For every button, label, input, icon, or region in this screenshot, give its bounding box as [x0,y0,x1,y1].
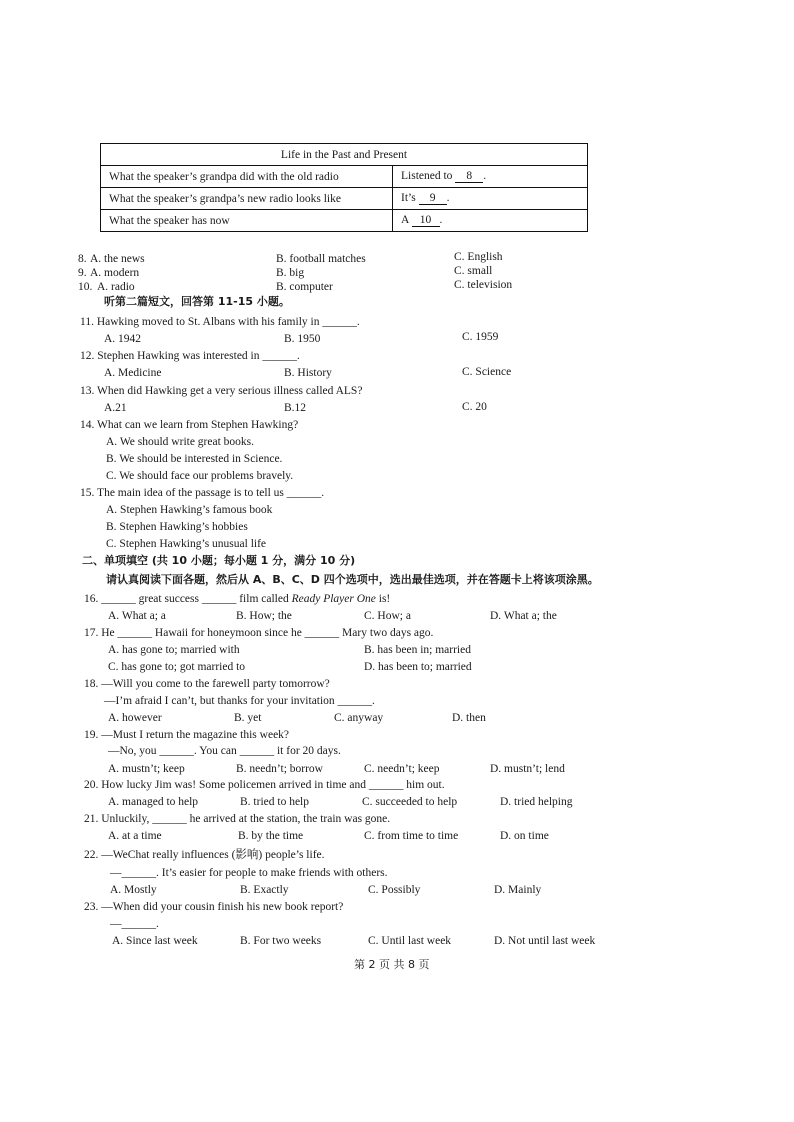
q17-option-c: C. has gone to; got married to [108,661,246,673]
q13-option-c: C. 20 [462,401,487,413]
part2-instruction: 请认真阅读下面各题，然后从 A、B、C、D 四个选项中，选出最佳选项，并在答题卡上将该项涂黑。 [106,573,599,586]
q22-stem-1: 22. —WeChat really influences (影响) people’s life. [84,849,325,861]
q20-option-b: B. tried to help [240,796,309,808]
q16-option-a: A. What a; a [108,610,166,622]
q9-option-a: A. modern [90,267,140,279]
q15-option-b: B. Stephen Hawking’s hobbies [106,521,248,533]
q10-number: 10. [78,281,93,293]
q9-number: 9. [78,267,87,279]
q20-option-a: A. managed to help [108,796,199,808]
q18-option-b: B. yet [234,712,262,724]
q20-stem: 20. How lucky Jim was! Some policemen arrived in time and ______ him out. [84,779,445,791]
answer-blank: 10 [412,214,440,227]
q20-option-c: C. succeeded to help [362,796,458,808]
q18-option-a: A. however [108,712,162,724]
q15-stem: 15. The main idea of the passage is to tell us ______. [80,487,325,499]
q8-option-a: A. the news [90,253,145,265]
page-number: 第 2 页 共 8 页 [354,958,430,971]
q17-stem: 17. He ______ Hawaii for honeymoon since he ______ Mary two days ago. [84,627,434,639]
table-row [101,188,588,210]
section-intro: 听第二篇短文，回答第 11-15 小题。 [104,295,290,308]
q10-option-a: A. radio [97,281,135,293]
q19-option-c: C. needn’t; keep [364,763,440,775]
part2-heading: 二、单项填空 (共 10 小题；每小题 1 分，满分 10 分) [82,554,356,567]
q13-option-b: B.12 [284,402,307,414]
table-row [101,166,588,188]
q11-stem: 11. Hawking moved to St. Albans with his family in ______. [80,316,360,328]
q22-option-c: C. Possibly [368,884,421,896]
q15-option-a: A. Stephen Hawking’s famous book [106,504,273,516]
q18-stem-2: —I’m afraid I can’t, but thanks for your invitation ______. [104,695,375,707]
q14-option-a: A. We should write great books. [106,436,255,448]
q13-stem: 13. When did Hawking get a very serious illness called ALS? [80,385,363,397]
q22-option-b: B. Exactly [240,884,289,896]
q10-option-c: C. television [454,279,513,291]
q23-stem-1: 23. —When did your cousin finish his new book report? [84,901,344,913]
q21-stem: 21. Unluckily, ______ he arrived at the station, the train was gone. [84,813,391,825]
table-cell-question: What the speaker has now [101,210,393,232]
q19-option-b: B. needn’t; borrow [236,763,323,775]
q16-option-b: B. How; the [236,610,292,622]
q16-stem: 16. ______ great success ______ film called Ready Player One is! [84,593,391,605]
q8-option-b: B. football matches [276,253,366,265]
q19-option-d: D. mustn’t; lend [490,763,565,775]
q12-stem: 12. Stephen Hawking was interested in ______. [80,350,300,362]
q22-stem-2: —______. It’s easier for people to make friends with others. [110,867,388,879]
q18-option-d: D. then [452,712,486,724]
q19-option-a: A. mustn’t; keep [108,763,185,775]
q10-option-b: B. computer [276,281,333,293]
q8-number: 8. [78,253,87,265]
table-cell-answer: A 10 . [393,210,588,232]
q8-option-c: C. English [454,251,503,263]
q23-option-d: D. Not until last week [494,935,596,947]
table-title: Life in the Past and Present [101,144,588,166]
table-row [101,210,588,232]
q17-option-a: A. has gone to; married with [108,644,240,656]
table-cell-answer: Listened to 8 . [393,166,588,188]
q23-option-a: A. Since last week [112,935,198,947]
table-cell-question: What the speaker’s grandpa’s new radio looks like [101,188,393,210]
table-cell-question: What the speaker’s grandpa did with the old radio [101,166,393,188]
answer-blank: 9 [419,192,447,205]
q12-option-b: B. History [284,367,332,379]
listening-table [100,143,588,232]
q12-option-a: A. Medicine [104,367,162,379]
table-cell-answer: It’s 9 . [393,188,588,210]
q21-option-a: A. at a time [108,830,162,842]
q11-option-b: B. 1950 [284,333,321,345]
q21-option-b: B. by the time [238,830,304,842]
q18-stem-1: 18. —Will you come to the farewell party tomorrow? [84,678,330,690]
q20-option-d: D. tried helping [500,796,573,808]
q16-option-d: D. What a; the [490,610,557,622]
q21-option-c: C. from time to time [364,830,459,842]
q19-stem-2: —No, you ______. You can ______ it for 20 days. [108,745,341,757]
q22-option-a: A. Mostly [110,884,157,896]
q14-option-b: B. We should be interested in Science. [106,453,283,465]
q22-option-d: D. Mainly [494,884,542,896]
q17-option-d: D. has been to; married [364,661,472,673]
q21-option-d: D. on time [500,830,549,842]
q23-option-b: B. For two weeks [240,935,322,947]
q12-option-c: C. Science [462,366,512,378]
q14-stem: 14. What can we learn from Stephen Hawking? [80,419,299,431]
q17-option-b: B. has been in; married [364,644,471,656]
q23-option-c: C. Until last week [368,935,452,947]
answer-blank: 8 [455,170,483,183]
q13-option-a: A.21 [104,402,127,414]
q23-stem-2: —______. [110,918,159,930]
q11-option-c: C. 1959 [462,331,499,343]
q9-option-b: B. big [276,267,305,279]
q16-option-c: C. How; a [364,610,411,622]
q14-option-c: C. We should face our problems bravely. [106,470,294,482]
q18-option-c: C. anyway [334,712,384,724]
q15-option-c: C. Stephen Hawking’s unusual life [106,538,267,550]
q11-option-a: A. 1942 [104,333,142,345]
q9-option-c: C. small [454,265,493,277]
q19-stem-1: 19. —Must I return the magazine this week? [84,729,290,741]
